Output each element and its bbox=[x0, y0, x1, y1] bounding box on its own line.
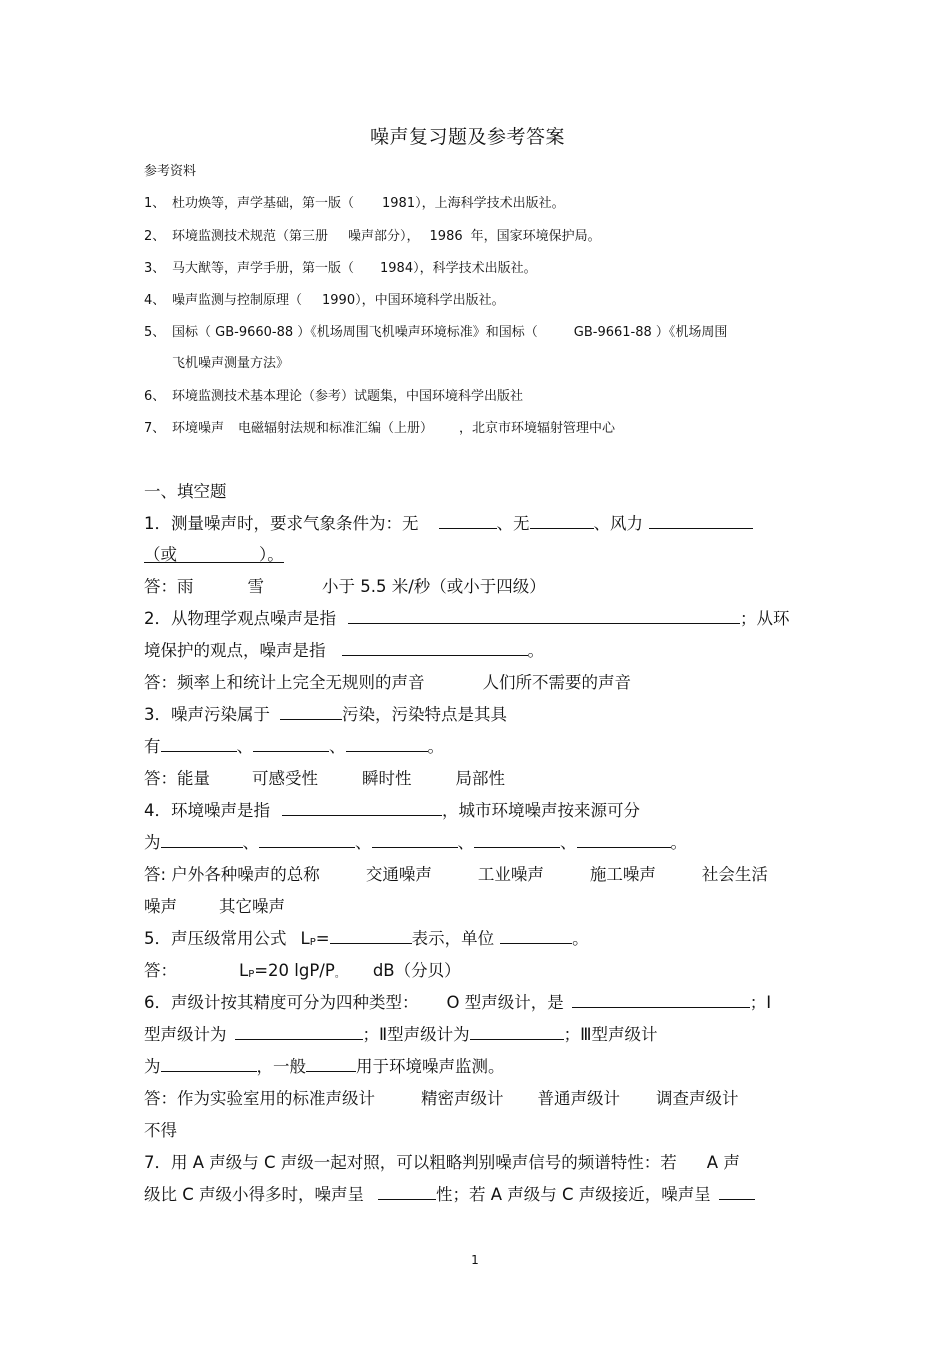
question-7-continued: 级比 C 声级小得多时，噪声呈 性；若 A 声级与 C 声级接近，噪声呈 bbox=[144, 1181, 755, 1205]
ref-item-2: 2、 环境监测技术规范（第三册 噪声部分）， 1986 年，国家环境保护局。 bbox=[144, 229, 601, 244]
page-number: 1 bbox=[471, 1253, 479, 1267]
question-6-continued-1: 型声级计为 ；Ⅱ型声级计为 ；Ⅲ型声级计 bbox=[144, 1021, 658, 1045]
ref-item-7: 7、 环境噪声 电磁辐射法规和标准汇编（上册） ，北京市环境辐射管理中心 bbox=[144, 421, 616, 436]
section-heading: 一、填空题 bbox=[144, 482, 227, 501]
answer-6: 答：作为实验室用的标准声级计 精密声级计 普通声级计 调查声级计 bbox=[144, 1089, 739, 1108]
page-title: 噪声复习题及参考答案 bbox=[369, 126, 565, 148]
blank bbox=[378, 1182, 436, 1200]
blank bbox=[439, 511, 497, 529]
blank bbox=[572, 990, 750, 1008]
question-1: 1．测量噪声时，要求气象条件为：无 、无 、风力 bbox=[144, 510, 753, 534]
blank bbox=[235, 1022, 363, 1040]
blank bbox=[282, 798, 442, 816]
ref-item-6: 6、 环境监测技术基本理论（参考）试题集，中国环境科学出版社 bbox=[144, 389, 524, 404]
ref-item-3: 3、 马大猷等，声学手册，第一版（ 1984），科学技术出版社。 bbox=[144, 261, 537, 276]
blank bbox=[259, 830, 355, 848]
blank bbox=[348, 606, 740, 624]
blank bbox=[161, 1054, 257, 1072]
answer-4-continued: 噪声 其它噪声 bbox=[144, 897, 285, 916]
question-1-continued: （或 ）。 bbox=[144, 541, 284, 563]
blank bbox=[474, 830, 560, 848]
question-2-continued: 境保护的观点，噪声是指 。 bbox=[144, 637, 544, 661]
answer-3: 答：能量 可感受性 瞬时性 局部性 bbox=[144, 769, 505, 788]
blank bbox=[719, 1182, 755, 1200]
blank bbox=[649, 511, 753, 529]
question-5: 5．声压级常用公式 $L_P=$ 表示，单位 。 bbox=[144, 925, 589, 949]
blank bbox=[500, 926, 572, 944]
question-4-continued: 为 、 、 、 、 。 bbox=[144, 829, 687, 853]
answer-1: 答：雨 雪 小于 5.5 米/秒（或小于四级） bbox=[144, 577, 546, 596]
blank bbox=[253, 734, 329, 752]
blank bbox=[342, 638, 528, 656]
blank bbox=[330, 926, 412, 944]
question-3: 3．噪声污染属于 污染，污染特点是其具 bbox=[144, 701, 507, 725]
answer-2: 答：频率上和统计上完全无规则的声音 人们所不需要的声音 bbox=[144, 673, 631, 692]
blank bbox=[161, 734, 237, 752]
ref-item-5-continued: 飞机噪声测量方法》 bbox=[172, 356, 290, 371]
question-7: 7．用 A 声级与 C 声级一起对照，可以粗略判别噪声信号的频谱特性：若 A 声 bbox=[144, 1153, 740, 1172]
ref-item-1: 1、 杜功焕等，声学基础，第一版（ 1981），上海科学技术出版社。 bbox=[144, 196, 565, 211]
blank bbox=[346, 734, 428, 752]
answer-6-continued: 不得 bbox=[144, 1121, 177, 1140]
question-6: 6．声级计按其精度可分为四种类型： O 型声级计，是 ；Ⅰ bbox=[144, 989, 771, 1013]
question-2: 2．从物理学观点噪声是指 ；从环 bbox=[144, 605, 790, 629]
question-6-continued-2: 为 ，一般 用于环境噪声监测。 bbox=[144, 1053, 505, 1077]
refs-heading: 参考资料 bbox=[144, 164, 197, 179]
blank bbox=[161, 830, 243, 848]
ref-item-4: 4、 噪声监测与控制原理（ 1990），中国环境科学出版社。 bbox=[144, 293, 505, 308]
ref-item-5: 5、 国标（ GB-9660-88 ）《机场周围飞机噪声环境标准》和国标（ GB-9661-88 ）《机场周围 bbox=[144, 325, 728, 340]
blank bbox=[470, 1022, 564, 1040]
blank bbox=[530, 511, 594, 529]
answer-5: 答： $L_P=20$ lgP/$P_。$ dB（分贝） bbox=[144, 961, 461, 980]
blank bbox=[280, 702, 342, 720]
question-3-continued: 有 、 、 。 bbox=[144, 733, 444, 757]
blank bbox=[372, 830, 458, 848]
blank bbox=[306, 1054, 356, 1072]
blank bbox=[577, 830, 671, 848]
answer-4: 答: 户外各种噪声的总称 交通噪声 工业噪声 施工噪声 社会生活 bbox=[144, 865, 768, 884]
question-4: 4．环境噪声是指 ，城市环境噪声按来源可分 bbox=[144, 797, 640, 821]
